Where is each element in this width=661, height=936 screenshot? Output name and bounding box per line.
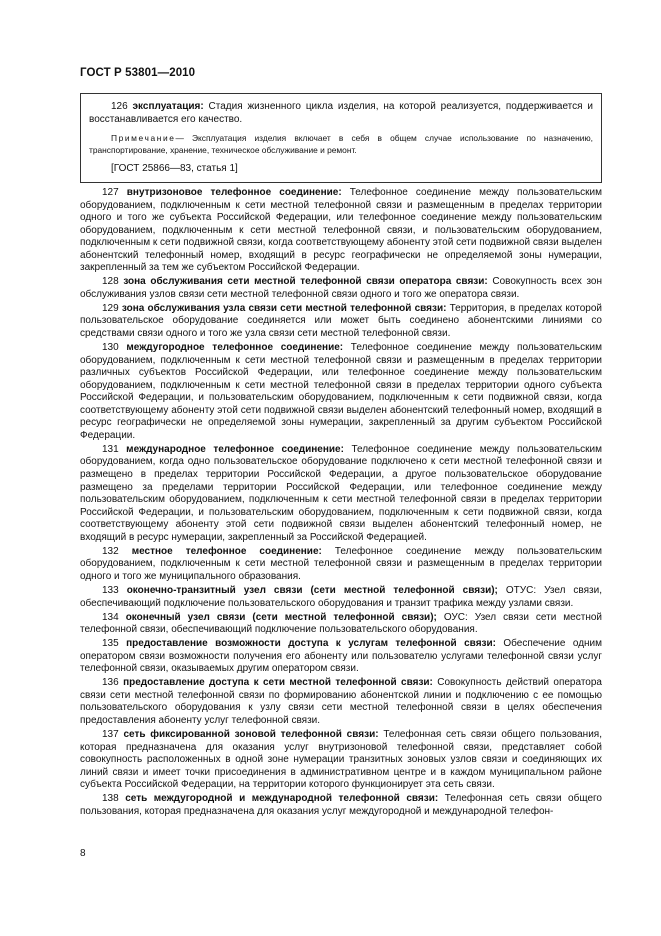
term-name: зона обслуживания узла связи сети местной телефонной связи: <box>121 302 447 314</box>
term-number: 136 <box>102 677 119 689</box>
document-header: ГОСТ Р 53801—2010 <box>80 67 196 79</box>
term-entry-137 <box>80 729 602 792</box>
term-name: местное телефонное соединение: <box>131 545 322 557</box>
term-definition: Телефонное соединение между пользовательским оборудованием, подключенным к сети местной телефонной связи и размещенным в пределах территории одного и того же муниципального образования. <box>80 545 603 582</box>
term-number: 130 <box>102 342 119 354</box>
term-name: предоставление возможности доступа к услугам телефонной связи: <box>126 638 496 650</box>
term-name: зона обслуживания сети местной телефонной связи оператора связи: <box>123 276 488 288</box>
term-entry-138 <box>80 793 602 818</box>
term-number: 131 <box>102 443 119 455</box>
term-name: внутризоновое телефонное соединение: <box>126 187 342 198</box>
term-definition: Телефонное соединение между пользовательским оборудованием, подключенным к сети местной телефонной связи и размещенным в пределах территории одного и того же субъекта Российской Федерации, или телефонное соединение между пользовательским оборудованием, подключенным к сети местной телефонной связи, и пользовательским оборудованием, подключенным к сети подвижной связи, когда соответствующему абоненту этой сети подвижной связи выделен абонентский телефонный номер, входящий в ресурс географически не определяемой зоны нумерации, закрепленный за тем же субъектом Российской Федерации. <box>80 187 603 274</box>
term-entry-127 <box>80 187 602 275</box>
term-number: 128 <box>102 276 119 288</box>
term-definition: Совокупность действий оператора связи сети местной телефонной связи по формированию абонентской линии и подключению с ее помощью пользовательского оборудования к узлу связи сети местной телефонной связи в целях обеспечения предоставления абоненту услуг телефонной связи. <box>80 677 602 726</box>
term-name: эксплуатация: <box>132 101 204 112</box>
term-number: 137 <box>102 728 119 740</box>
term-definition: Обеспечение одним оператором связи возможности получения его абоненту или пользователю услугами телефонной связи услуг телефонной связи, оказываемых другим оператором связи. <box>80 638 603 675</box>
note-text: — Эксплуатация изделия включает в себя в общем случае использование по назначению, транспортирование, хранение, техническое обслуживание и ремонт. <box>89 133 593 156</box>
term-number: 138 <box>102 793 119 805</box>
term-definition: Совокупность всех зон обслуживания узлов связи сети местной телефонной связи одного и того же оператора связи. <box>80 276 603 300</box>
term-definition: ОТУС: Узел связи, обеспечивающий подключение пользовательского оборудования и транзит трафика между узлами связи. <box>80 584 602 609</box>
note-label: Примечание <box>111 133 176 144</box>
term-entry-136 <box>80 677 602 727</box>
term-definition: Территория, в пределах которой пользовательское оборудование соединяется или может быть соединено абонентскими линиями со средствами связи одного и того же узла связи сети местной телефонной связи. <box>80 302 602 340</box>
term-name: оконечный узел связи (сети местной телефонной связи); <box>125 611 437 623</box>
term-number: 135 <box>102 638 119 650</box>
term-number: 132 <box>102 545 119 557</box>
term-entry-132 <box>80 546 602 584</box>
term-number: 126 <box>111 101 128 112</box>
term-definition: ОУС: Узел связи сети местной телефонной связи, обеспечивающий подключение пользовательского оборудования. <box>80 611 602 636</box>
term-name: сеть фиксированной зоновой телефонной связи: <box>123 728 379 740</box>
term-reference: [ГОСТ 25866—83, статья 1] <box>111 163 238 175</box>
term-list <box>80 187 602 820</box>
term-entry-130 <box>80 342 602 442</box>
term-entry-131 <box>80 444 602 544</box>
term-number: 129 <box>102 302 119 314</box>
page-number: 8 <box>80 848 86 859</box>
term-name: международное телефонное соединение: <box>126 443 344 455</box>
term-definition: Телефонное соединение между пользовательским оборудованием, когда одно пользовательское оборудование подключено к сети местной телефонной связи и размещено в пределах территории Российской Федерации, а другое пользовательское оборудование размещено за пределами территории Российской Федерации, или телефонное соединение между пользовательским оборудованием, подключенным к сети местной телефонной связи в пределах территории Российской Федерации, и пользовательским оборудованием, подключенным к сети подвижной связи, когда соответствующему абоненту этой сети подвижной связи выделен абонентский телефонный номер, не входящий в ресурс нумерации, закрепленный за Российской Федерацией. <box>80 443 603 543</box>
term-name: сеть междугородной и международной телефонной связи: <box>125 793 439 805</box>
term-definition: Стадия жизненного цикла изделия, на которой реализуется, поддерживается и восстанавливается его качество. <box>89 101 593 126</box>
term-entry-126 <box>89 100 593 126</box>
term-definition: Телефонное соединение между пользовательским оборудованием, подключенным к сети местной телефонной связи и размещенным в пределах территории различных субъектов Российской Федерации, или телефонное соединение между пользовательским оборудованием, подключенным к сети местной телефонной связи в пределах территории одного субъекта Российской Федерации, и пользовательским оборудованием, подключенным к сети подвижной связи, когда соответствующему абоненту этой сети подвижной связи выделен абонентский телефонный номер, входящий в ресурс географически не определяемой зоны нумерации, закрепленный за другим субъектом Российской Федерации. <box>80 342 602 441</box>
term-name: оконечно-транзитный узел связи (сети местной телефонной связи); <box>126 584 498 596</box>
term-definition: Телефонная сеть связи общего пользования, которая предназначена для оказания услуг внутризоновой телефонной связи, представляет собой совокупность расположенных в одной зоне нумерации транзитных зоновых узлов связи и соединяющих их линий связи и имеет точки присоединения в административном центре и в каждом муниципальном районе субъекта Российской Федерации, на территории которого функционирует эта сеть связи. <box>80 728 602 791</box>
term-number: 134 <box>102 611 119 623</box>
term-number: 127 <box>102 187 119 198</box>
term-name: междугородное телефонное соединение: <box>126 342 344 354</box>
term-entry-135 <box>80 638 602 676</box>
term-entry-133 <box>80 585 602 610</box>
term-definition: Телефонная сеть связи общего пользования, которая предназначена для оказания услуг междугородной и международной телефон- <box>80 793 602 817</box>
term-number: 133 <box>102 584 119 596</box>
term-entry-128 <box>80 276 602 301</box>
term-note <box>89 132 593 156</box>
term-entry-129 <box>80 303 602 341</box>
term-name: предоставление доступа к сети местной телефонной связи: <box>123 677 433 689</box>
term-box-126 <box>80 93 602 183</box>
term-entry-134 <box>80 612 602 637</box>
